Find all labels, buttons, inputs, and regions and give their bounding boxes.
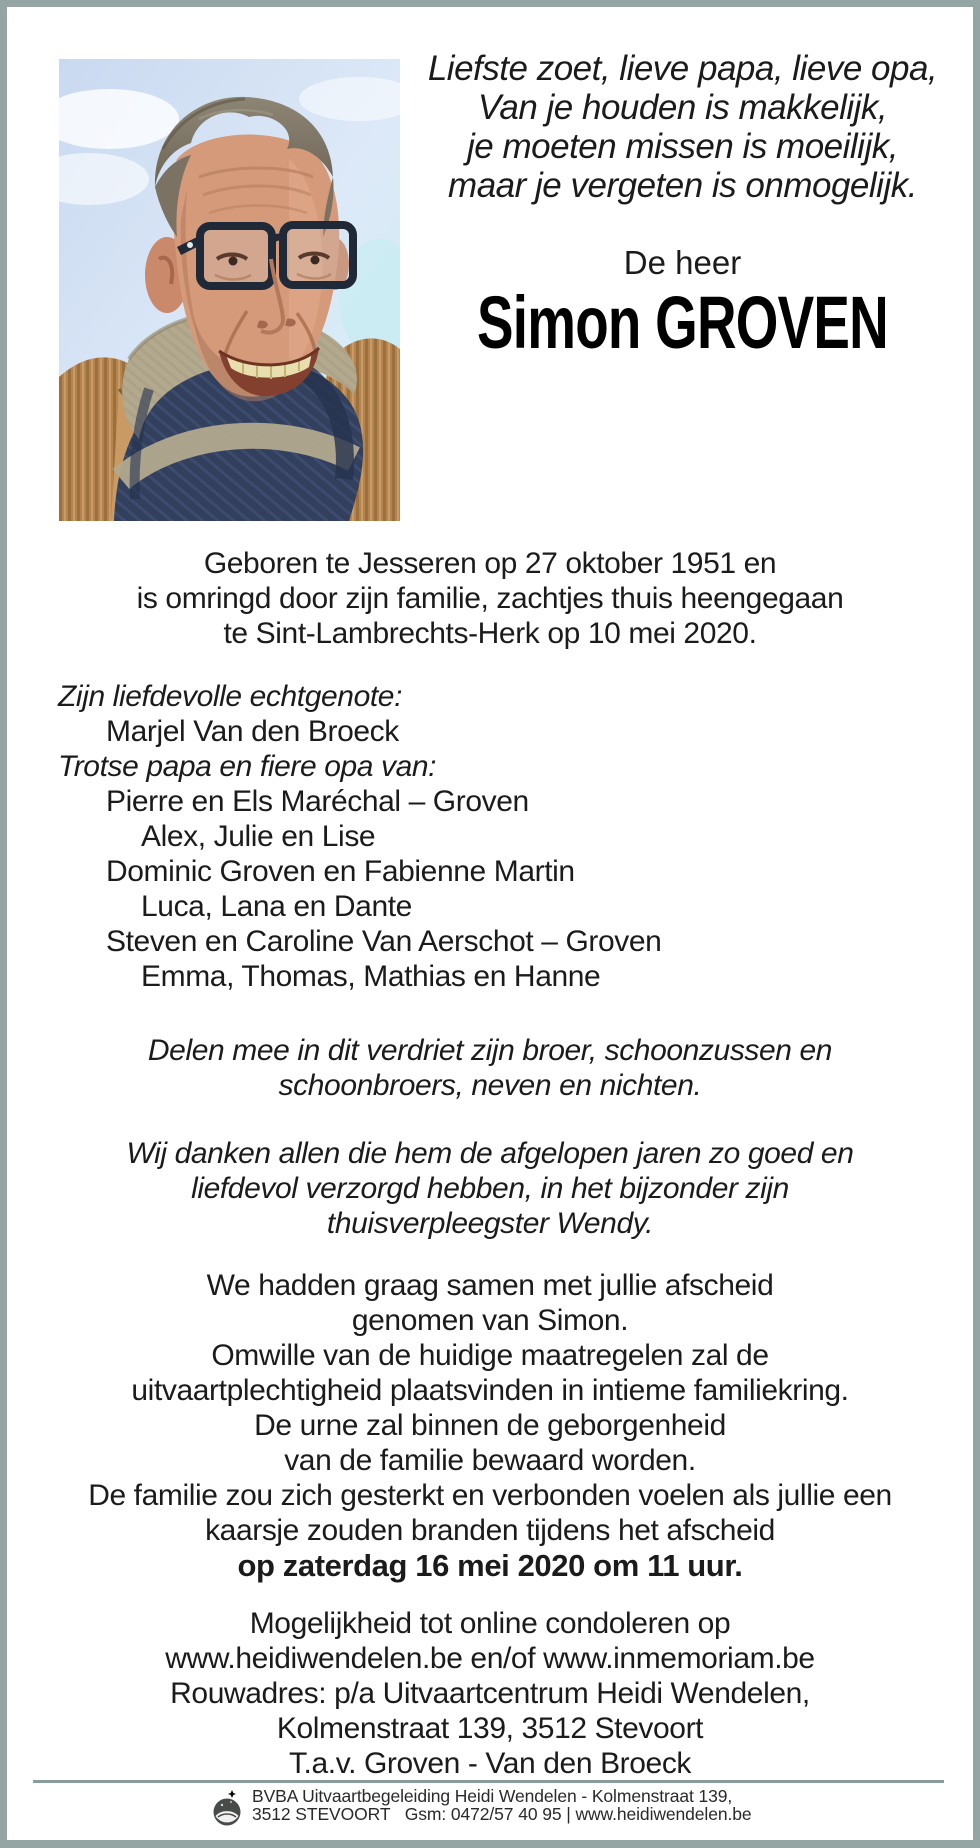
thanks-line: Wij danken allen die hem de afgelopen jaren zo goed en (126, 1137, 854, 1170)
quote-line: je moeten missen is moeilijk, (467, 127, 898, 166)
birth-death-text (7, 546, 973, 651)
farewell-line: kaarsje zouden branden tijdens het afscheid (205, 1514, 775, 1547)
contact-line-websites: www.heidiwendelen.be en/of www.inmemoriam.be (165, 1642, 815, 1675)
thanks-line: thuisverpleegster Wendy. (326, 1207, 654, 1240)
portrait-photo (59, 59, 400, 521)
spouse-name: Marjel Van den Broeck (106, 715, 399, 748)
children-label: Trotse papa en fiere opa van: (58, 750, 437, 783)
footer-line: 3512 STEVOORT Gsm: 0472/57 40 95 | www.heidiwendelen.be (252, 1803, 752, 1824)
child-name: Dominic Groven en Fabienne Martin (106, 855, 575, 888)
memorial-quote (400, 49, 965, 205)
quote-line: Van je houden is makkelijk, (477, 88, 888, 127)
header-column (400, 49, 965, 363)
footer-line: BVBA Uitvaartbegeleiding Heidi Wendelen - Kolmenstraat 139, (252, 1786, 733, 1806)
funeral-home-logo-icon (212, 1789, 244, 1829)
farewell-line: van de familie bewaard worden. (284, 1444, 696, 1477)
birth-death-line: Geboren te Jesseren op 27 oktober 1951 en (203, 547, 777, 580)
footer-address (252, 1788, 912, 1823)
farewell-line: De urne zal binnen de geborgenheid (254, 1409, 726, 1442)
footer (212, 1788, 912, 1823)
thanks-text (7, 1136, 973, 1241)
honorific: De heer (623, 244, 742, 281)
memorial-card (7, 7, 973, 1840)
farewell-line: De familie zou zich gesterkt en verbonden voelen als jullie een (88, 1479, 892, 1512)
spouse-label: Zijn liefdevolle echtgenote: (58, 680, 403, 713)
birth-death-line: is omringd door zijn familie, zachtjes thuis heengegaan (136, 582, 844, 615)
grandchildren-names: Alex, Julie en Lise (141, 820, 376, 853)
farewell-text (7, 1268, 973, 1583)
farewell-line: Omwille van de huidige maatregelen zal de (211, 1339, 769, 1372)
thanks-line: liefdevol verzorgd hebben, in het bijzonder zijn (191, 1172, 789, 1205)
farewell-line: We hadden graag samen met jullie afscheid (206, 1269, 774, 1302)
quote-line: Liefste zoet, lieve papa, lieve opa, (427, 49, 938, 88)
quote-line: maar je vergeten is onmogelijk. (448, 166, 917, 205)
contact-line: Kolmenstraat 139, 3512 Stevoort (276, 1712, 704, 1745)
deceased-name: Simon GROVEN (476, 281, 889, 364)
farewell-line: uitvaartplechtigheid plaatsvinden in intieme familiekring. (131, 1374, 849, 1407)
portrait-photo-illustration (59, 59, 400, 521)
birth-death-line: te Sint-Lambrechts-Herk op 10 mei 2020. (223, 617, 757, 650)
condolence-line: Delen mee in dit verdriet zijn broer, schoonzussen en (147, 1034, 833, 1067)
condolence-line: schoonbroers, neven en nichten. (278, 1069, 702, 1102)
condolence-text (7, 1033, 973, 1103)
child-name: Pierre en Els Maréchal – Groven (106, 785, 529, 818)
farewell-line: genomen van Simon. (351, 1304, 629, 1337)
grandchildren-names: Luca, Lana en Dante (141, 890, 412, 923)
contact-text (7, 1606, 973, 1781)
child-name: Steven en Caroline Van Aerschot – Groven (106, 925, 662, 958)
contact-line: T.a.v. Groven - Van den Broeck (288, 1747, 692, 1780)
ceremony-date: op zaterdag 16 mei 2020 om 11 uur. (237, 1548, 743, 1583)
grandchildren-names: Emma, Thomas, Mathias en Hanne (141, 960, 601, 993)
contact-line: Rouwadres: p/a Uitvaartcentrum Heidi Wendelen, (170, 1677, 810, 1710)
footer-divider (33, 1780, 944, 1783)
family-list (58, 679, 958, 994)
contact-line: Mogelijkheid tot online condoleren op (249, 1607, 731, 1640)
